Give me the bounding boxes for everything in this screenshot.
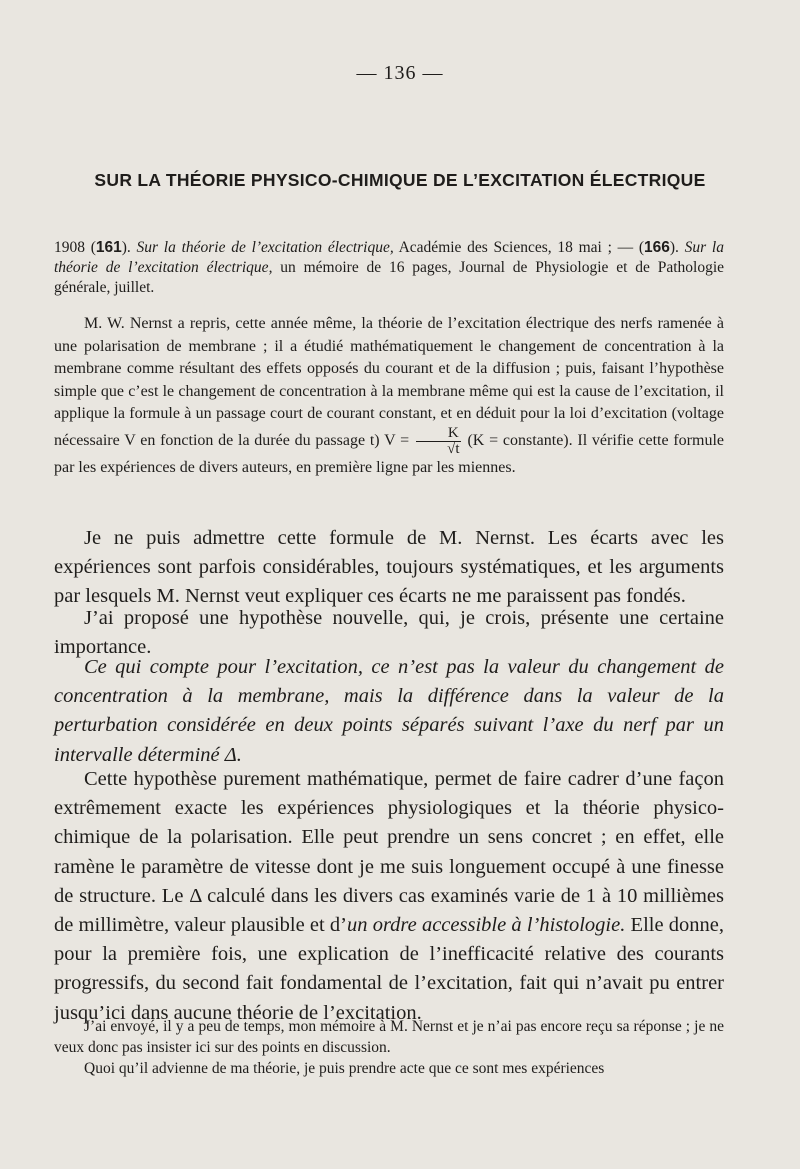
body4-text-a: Cette hypothèse purement mathématique, permet de faire cadrer d’une façon extrêmement exacte les expériences physiologiques et la théorie physico-chimique de la polarisation. Elle peut prendre un sens concret ; en effet, elle ramène le paramètre de vitesse dont je me suis longuement occupé à une finesse de structure. Le Δ calculé dans les divers cas examinés varie de 1 à 10 millièmes de millimètre, valeur plausible et d’	[54, 768, 724, 937]
formula-numerator: K	[416, 426, 461, 442]
nernst-text-before: M. W. Nernst a repris, cette année même, la théorie de l’excitation électrique des nerfs ramenée à une polarisation de membrane ; il a étudié mathématiquement le changement de concentration à la membrane comme résultant des effets opposés du courant et de la diffusion ; puis, faisant l’hypothèse simple que c’est le changement de concentration à la membrane même qui est la cause de l’excitation, il applique la formule à un passage court de courant constant, et en déduit pour la loi d’excitation (voltage nécessaire V en fonction de la durée du passage t) V =	[54, 315, 724, 450]
nernst-text-after: (K = constante). Il vérifie cette formule par les expériences de divers auteurs, en première ligne par les miennes.	[54, 432, 725, 476]
ref-number-2: 166	[644, 239, 670, 256]
hypothesis-paragraph: Ce qui compte pour l’excitation, ce n’est pas la valeur du changement de concentration à la membrane, mais la différence dans la valeur de la perturbation considérée en deux points séparés suivant l’axe du nerf par un intervalle déterminé Δ.	[54, 656, 724, 766]
body4-text-b: Elle donne, pour la première fois, une explication de l’inefficacité relative des courants progressifs, du second fait fondamental de l’excitation, fait qui n’avait pu entrer jusqu’ici dans aucune théorie de l’excitation.	[54, 914, 724, 1024]
ref-sep-2: ).	[669, 239, 685, 256]
closing-paragraphs	[54, 1016, 724, 1079]
ref-number-1: 161	[95, 239, 122, 256]
nernst-paragraph	[54, 313, 724, 480]
nernst-formula	[416, 426, 461, 457]
ref-publication-1: Académie des Sciences, 18 mai ; — (	[393, 239, 645, 256]
body-paragraph-2: J’ai proposé une hypothèse nouvelle, qui, je crois, présente une certaine importance.	[54, 607, 724, 659]
bibliographic-reference	[54, 238, 724, 298]
page-number: — 136 —	[356, 62, 444, 84]
ref-publication-2: un mémoire de 16 pages, Journal de Physiologie et de Pathologie générale, juillet.	[54, 259, 724, 296]
ref-sep-1: ).	[121, 239, 137, 256]
ref-year: 1908 (	[54, 239, 96, 256]
ref-work-2: Sur la théorie de l’excitation électrique,	[54, 239, 724, 276]
body4-italic: un ordre accessible à l’histologie.	[347, 914, 626, 937]
closing-paragraph-2: Quoi qu’il advienne de ma théorie, je puis prendre acte que ce sont mes expériences	[84, 1060, 605, 1077]
body-paragraph-1: Je ne puis admettre cette formule de M. Nernst. Les écarts avec les expériences sont parfois considérables, toujours systématiques, et les arguments par lesquels M. Nernst veut expliquer ces écarts ne me paraissent pas fondés.	[54, 527, 724, 608]
section-title: SUR LA THÉORIE PHYSICO-CHIMIQUE DE L’EXCITATION ÉLECTRIQUE	[94, 170, 706, 190]
ref-work-1: Sur la théorie de l’excitation électrique,	[136, 239, 394, 256]
formula-denominator: √t	[447, 440, 460, 457]
closing-paragraph-1: J’ai envoyé, il y a peu de temps, mon mémoire à M. Nernst et je n’ai pas encore reçu sa réponse ; je ne veux donc pas insister ici sur des points en discussion.	[54, 1018, 724, 1056]
body-paragraph-4	[54, 765, 724, 1028]
